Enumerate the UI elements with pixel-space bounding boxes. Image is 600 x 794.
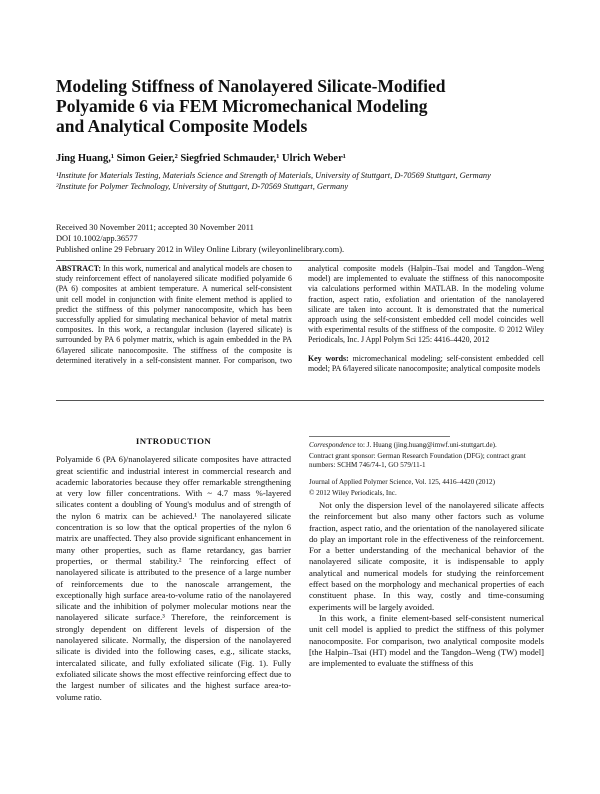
abstract-text: In this work, numerical and analytical models are chosen to study reinforcement effect of nanolayered silicate modified polyamide 6 (PA 6) composites at ambient temperature. A numerical self-consistent unit cell model in conjunction with finite element method is applied to predict the stiffness of this polymer nanocomposite, which has been successfully applied for simulating mechanical behavior of metal matrix composites. In this work, a rectangular inclusion (layered silicate) is surrounded by PA 6 polymer matrix, which is again embedded in the PA 6/layered silicate nanocomposite. The stiffness of the composite is determined iteratively in a self-consistent manner. For comparison, two analytical composite models (Halpin–Tsai model and Tangdon–Weng model) are implemented to evaluate the stiffness of this nanocomposite via calculations performed within MATLAB. In the modeling volume fraction, aspect ratio, exfoliation and orientation of the nanolayered silicate are taken into account. It is demonstrated that the numerical approach using the self-consistent embedded cell model coincides well with experimental results of the stiffness of the composite. © 2012 Wiley Periodicals, Inc. J Appl Polym Sci 125: 4416–4420, 2012 [56,264,544,365]
published-online: Published online 29 February 2012 in Wiley Online Library (wileyonlinelibrary.com). [56,245,345,254]
paragraph: Polyamide 6 (PA 6)/nanolayered silicate composites have attracted great scientific and industrial interest in commercial research and academic laboratories because they offer remarkable strengthening at very low filler concentrations. With ~ 4.7 mass %-layered silicates content a doubling of Young's modulus and of strength of the nylon 6 matrix can be achieved.¹ The nanolayered silicate concentration is so low that the optical properties of the nylon 6 matrix are unaffected. They also provide significant enhancement in many other properties, such as flame retardancy, gas barrier properties, or thermal stability.² The reinforcing effect of nanolayered silicate is attributed to the presence of a large number of reinforcements due to the nanoscale arrangement, the exceptionally high surface area-to-volume ratio of the nanolayered silicate and the inhibition of polymer molecular motions near the nanolayered silicate surface.³ Therefore, the reinforcement is strongly dependent on different levels of dispersion of the nanolayered silicate. Normally, the dispersion of the nanolayered silicate is divided into the following cases, e.g., silicate stacks, intercalated silicate, and fully exfoliated silicate (Fig. 1). Fully exfoliated silicate shows the most effective reinforcing effect due to the largest number of silicates and the highest surface area-to-volume ratio. [56,454,291,702]
keywords-label: Key words: [308,353,349,363]
section-heading: INTRODUCTION [135,436,212,446]
received-date: Received 30 November 2011; accepted 30 November 2011 [56,223,254,232]
affiliation: ¹Institute for Materials Testing, Materials Science and Strength of Materials, University of Stuttgart, D-70569 Stuttgart, Germany [56,171,491,180]
title-line: and Analytical Composite Models [56,116,308,136]
paragraph: In this work, a finite element-based self-consistent numerical unit cell model is applied to predict the stiffness of this polymer nanocomposite. For comparison, two analytical composite models [the Halpin–Tsai (HT) model and the Tangdon–Weng (TW) model] are implemented to evaluate the stiffness of this [309,612,544,669]
divider [56,400,544,401]
divider [56,260,544,261]
article-title [56,76,556,136]
grant-sponsor-note: Contract grant sponsor: German Research Foundation (DFG); contract grant numbers: SCHM 746/74-1, GO 579/11-1 [309,452,526,469]
author-list: Jing Huang,¹ Simon Geier,² Siegfried Schmauder,¹ Ulrich Weber¹ [56,153,346,164]
abstract [56,264,544,394]
title-line: Modeling Stiffness of Nanolayered Silicate-Modified [56,76,446,96]
correspondence-note [309,441,537,450]
correspondence-label: Correspondence [309,441,356,449]
keywords-text: micromechanical modeling; self-consistent embedded cell model; PA 6/layered silicate nanocomposite; analytical composite models [308,353,544,373]
abstract-label: ABSTRACT: [56,264,102,273]
correspondence-text: to: J. Huang (jing.huang@imwf.uni-stuttgart.de). [357,441,497,449]
journal-citation: Journal of Applied Polymer Science, Vol. 125, 4416–4420 (2012) [309,478,495,486]
copyright: © 2012 Wiley Periodicals, Inc. [309,489,397,497]
affiliation: ²Institute for Polymer Technology, University of Stuttgart, D-70569 Stuttgart, Germany [56,182,349,191]
paragraph: Not only the dispersion level of the nanolayered silicate affects the reinforcement but also many other factors such as volume fraction, aspect ratio, and the orientation of the nanolayered silicate do play an important role in the effectiveness of the reinforcement. For a better understanding of the mechanical behavior of the nanolayered silicate composite, it is indispensable to apply analytical and numerical models for studying the reinforcement effect based on the morphology and mechanical properties of each constituent phase. In this way, costly and time-consuming experiments will be largely avoided. [309,500,544,612]
affiliations [56,170,536,192]
publication-dates [56,222,556,255]
title-line: Polyamide 6 via FEM Micromechanical Modeling [56,96,428,116]
article-body [56,436,544,772]
keywords [308,354,544,374]
footnotes [309,436,526,498]
doi: DOI 10.1002/app.36577 [56,234,138,243]
